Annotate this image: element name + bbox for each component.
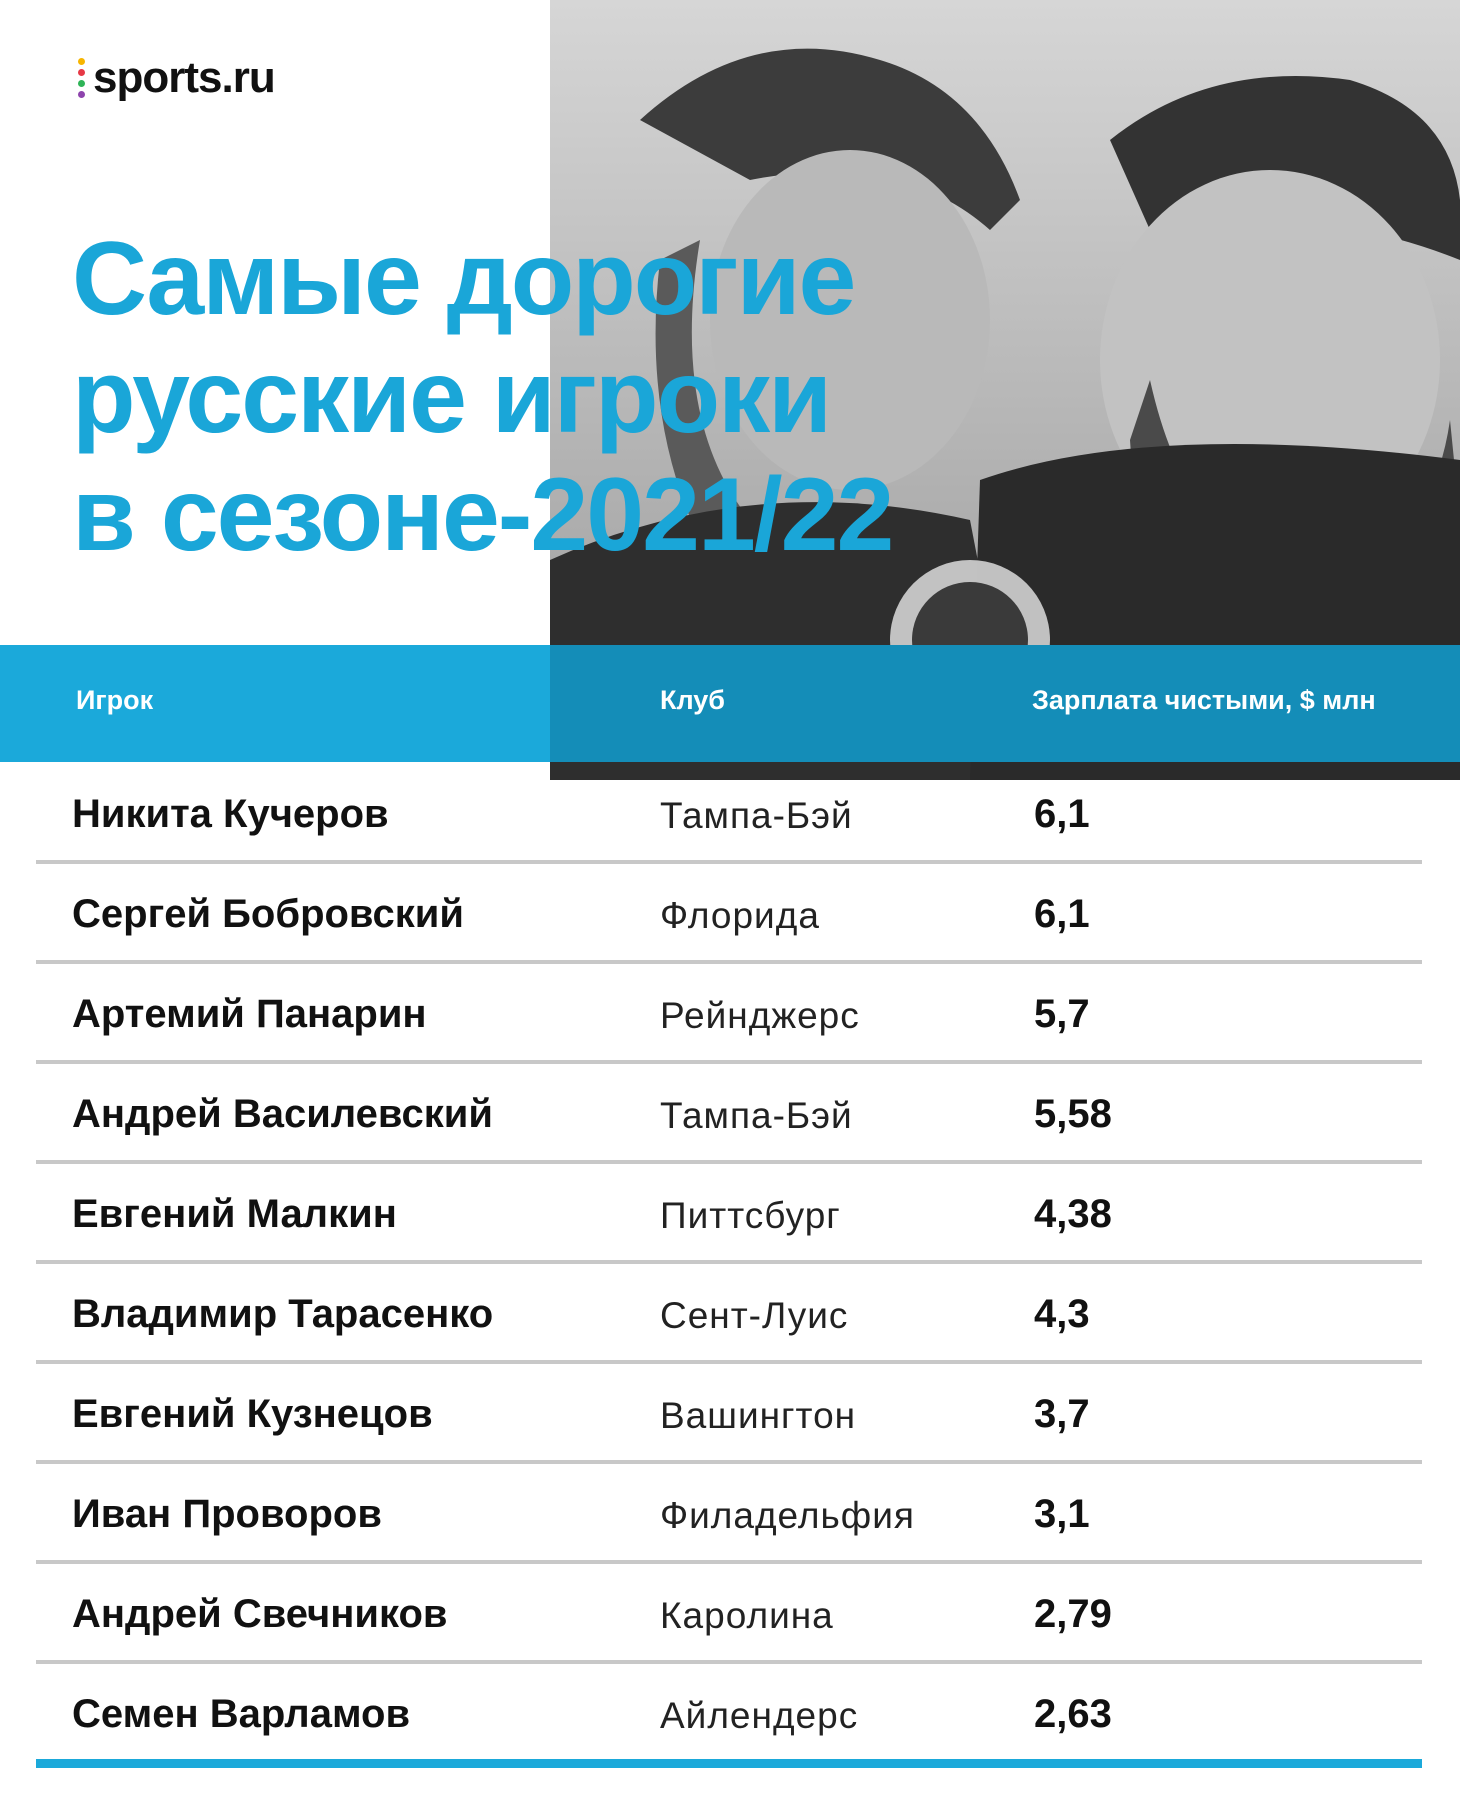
club-name: Каролина xyxy=(660,1595,834,1636)
table-row xyxy=(36,1264,1422,1364)
salary-value: 5,7 xyxy=(1034,992,1090,1036)
club-name: Тампа-Бэй xyxy=(660,795,853,836)
player-name: Евгений Малкин xyxy=(72,1192,397,1236)
page-title xyxy=(72,220,1172,574)
salary-value: 5,58 xyxy=(1034,1092,1112,1136)
player-name: Артемий Панарин xyxy=(72,992,427,1036)
salary-value: 2,63 xyxy=(1034,1692,1112,1736)
table-row xyxy=(36,1464,1422,1564)
table-header xyxy=(0,645,1460,762)
salary-value: 2,79 xyxy=(1034,1592,1112,1636)
table-row xyxy=(36,964,1422,1064)
salary-table xyxy=(36,764,1422,1768)
title-line: русские игроки xyxy=(72,339,831,455)
sports-ru-logo[interactable] xyxy=(78,48,275,108)
logo-dots-icon xyxy=(78,58,85,98)
table-row xyxy=(36,1064,1422,1164)
table-row xyxy=(36,864,1422,964)
player-name: Никита Кучеров xyxy=(72,792,389,836)
player-name: Евгений Кузнецов xyxy=(72,1392,433,1436)
player-name: Иван Проворов xyxy=(72,1492,382,1536)
club-name: Тампа-Бэй xyxy=(660,1095,853,1136)
header-salary: Зарплата чистыми, $ млн xyxy=(1032,685,1376,715)
table-row xyxy=(36,1664,1422,1768)
salary-value: 4,38 xyxy=(1034,1192,1112,1236)
club-name: Питтсбург xyxy=(660,1195,841,1236)
table-row xyxy=(36,764,1422,864)
table-row xyxy=(36,1564,1422,1664)
salary-value: 4,3 xyxy=(1034,1292,1090,1336)
club-name: Вашингтон xyxy=(660,1395,857,1436)
salary-value: 3,7 xyxy=(1034,1392,1090,1436)
table-row xyxy=(36,1164,1422,1264)
title-line: в сезоне-2021/22 xyxy=(72,457,893,573)
logo-text: sports.ru xyxy=(93,53,275,102)
title-line: Самые дорогие xyxy=(72,221,855,337)
salary-value: 6,1 xyxy=(1034,792,1090,836)
player-name: Сергей Бобровский xyxy=(72,892,464,936)
club-name: Флорида xyxy=(660,895,820,936)
club-name: Айлендерс xyxy=(660,1695,859,1736)
header-player: Игрок xyxy=(76,685,154,715)
player-name: Владимир Тарасенко xyxy=(72,1292,494,1336)
club-name: Филадельфия xyxy=(660,1495,915,1536)
club-name: Рейнджерс xyxy=(660,995,860,1036)
salary-value: 3,1 xyxy=(1034,1492,1090,1536)
player-name: Андрей Свечников xyxy=(72,1592,448,1636)
table-row xyxy=(36,1364,1422,1464)
player-name: Семен Варламов xyxy=(72,1692,411,1736)
salary-value: 6,1 xyxy=(1034,892,1090,936)
player-name: Андрей Василевский xyxy=(72,1092,493,1136)
header-club: Клуб xyxy=(660,685,725,715)
club-name: Сент-Луис xyxy=(660,1295,849,1336)
